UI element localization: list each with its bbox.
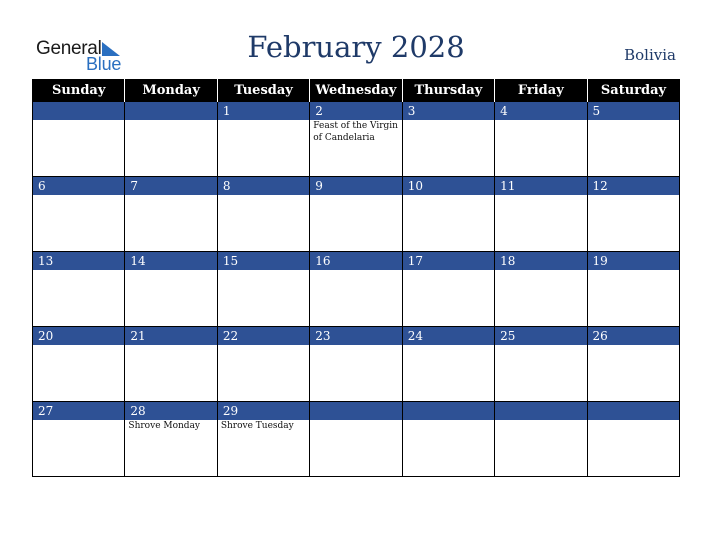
day-cell — [495, 402, 587, 477]
holiday-label — [588, 195, 679, 196]
day-cell — [587, 102, 679, 177]
day-cell — [402, 177, 494, 252]
day-number: 22 — [218, 327, 309, 345]
holiday-label — [33, 345, 124, 346]
day-cell — [495, 102, 587, 177]
weekday-header: Friday — [495, 79, 587, 102]
week-row — [33, 402, 680, 477]
holiday-label — [33, 120, 124, 121]
day-number: 5 — [588, 102, 679, 120]
day-number: 28 — [125, 402, 216, 420]
day-number: 3 — [403, 102, 494, 120]
day-number: 19 — [588, 252, 679, 270]
weekday-header: Tuesday — [217, 79, 309, 102]
weekday-header: Saturday — [587, 79, 679, 102]
holiday-label — [125, 345, 216, 346]
holiday-label — [495, 120, 586, 121]
holiday-label — [403, 195, 494, 196]
day-cell — [587, 252, 679, 327]
day-number: 8 — [218, 177, 309, 195]
day-number — [403, 402, 494, 420]
page-title: February 2028 — [247, 30, 465, 64]
holiday-label — [125, 120, 216, 121]
day-number — [125, 102, 216, 120]
day-number: 7 — [125, 177, 216, 195]
holiday-label — [218, 195, 309, 196]
day-number — [495, 402, 586, 420]
day-cell — [402, 327, 494, 402]
holiday-label — [218, 120, 309, 121]
day-cell — [125, 102, 217, 177]
holiday-label: Feast of the Virgin of Candelaria — [313, 121, 398, 143]
holiday-label — [125, 270, 216, 271]
day-number: 4 — [495, 102, 586, 120]
day-number — [588, 402, 679, 420]
day-cell — [495, 177, 587, 252]
day-cell — [33, 102, 125, 177]
week-row — [33, 177, 680, 252]
day-number: 15 — [218, 252, 309, 270]
day-number: 2 — [310, 102, 401, 120]
day-cell — [402, 402, 494, 477]
holiday-label — [588, 270, 679, 271]
day-cell — [587, 402, 679, 477]
day-cell — [310, 402, 402, 477]
holiday-label — [403, 120, 494, 121]
logo-blue-text: Blue — [86, 54, 122, 74]
day-cell — [495, 252, 587, 327]
weekday-header: Monday — [125, 79, 217, 102]
weekday-header: Sunday — [33, 79, 125, 102]
day-cell — [495, 327, 587, 402]
day-cell — [33, 177, 125, 252]
day-number: 16 — [310, 252, 401, 270]
holiday-label: Shrove Monday — [128, 421, 201, 431]
day-cell — [217, 102, 309, 177]
holiday-label — [310, 345, 401, 346]
day-cell — [33, 402, 125, 477]
holiday-label — [588, 420, 679, 421]
holiday-label — [495, 345, 586, 346]
day-cell — [402, 252, 494, 327]
day-cell — [125, 327, 217, 402]
day-cell — [310, 252, 402, 327]
day-number: 21 — [125, 327, 216, 345]
holiday-label — [310, 195, 401, 196]
day-cell — [217, 402, 309, 477]
day-cell — [310, 102, 402, 177]
day-cell — [217, 252, 309, 327]
holiday-label — [33, 420, 124, 421]
day-cell — [217, 327, 309, 402]
day-number: 12 — [588, 177, 679, 195]
day-number: 23 — [310, 327, 401, 345]
day-cell — [217, 177, 309, 252]
country-label: Bolivia — [624, 46, 676, 64]
day-number: 9 — [310, 177, 401, 195]
holiday-label — [218, 345, 309, 346]
day-cell — [125, 402, 217, 477]
holiday-label — [495, 195, 586, 196]
day-number: 29 — [218, 402, 309, 420]
day-cell — [33, 252, 125, 327]
holiday-label — [588, 345, 679, 346]
holiday-label: Shrove Tuesday — [220, 421, 294, 431]
weekday-header: Thursday — [402, 79, 494, 102]
logo-general-text: General — [36, 38, 102, 59]
day-cell — [310, 177, 402, 252]
day-number: 20 — [33, 327, 124, 345]
day-number: 14 — [125, 252, 216, 270]
day-number: 26 — [588, 327, 679, 345]
day-number: 17 — [403, 252, 494, 270]
weekday-header-row — [33, 79, 680, 102]
day-number: 10 — [403, 177, 494, 195]
day-cell — [587, 327, 679, 402]
day-cell — [125, 177, 217, 252]
day-number — [33, 102, 124, 120]
holiday-label — [495, 270, 586, 271]
day-cell — [33, 327, 125, 402]
day-number: 18 — [495, 252, 586, 270]
holiday-label — [310, 420, 401, 421]
day-number: 11 — [495, 177, 586, 195]
holiday-label — [403, 270, 494, 271]
holiday-label — [33, 270, 124, 271]
weekday-header: Wednesday — [310, 79, 402, 102]
day-number — [310, 402, 401, 420]
day-cell — [587, 177, 679, 252]
week-row — [33, 327, 680, 402]
holiday-label — [588, 120, 679, 121]
holiday-label — [403, 420, 494, 421]
holiday-label — [495, 420, 586, 421]
week-row — [33, 252, 680, 327]
week-row — [33, 102, 680, 177]
day-cell — [125, 252, 217, 327]
day-number: 27 — [33, 402, 124, 420]
holiday-label — [310, 270, 401, 271]
day-cell — [310, 327, 402, 402]
day-number: 13 — [33, 252, 124, 270]
holiday-label — [218, 270, 309, 271]
day-number: 1 — [218, 102, 309, 120]
day-number: 24 — [403, 327, 494, 345]
day-cell — [402, 102, 494, 177]
holiday-label — [125, 195, 216, 196]
day-number: 25 — [495, 327, 586, 345]
day-number: 6 — [33, 177, 124, 195]
holiday-label — [33, 195, 124, 196]
holiday-label — [403, 345, 494, 346]
calendar-grid — [32, 79, 680, 477]
